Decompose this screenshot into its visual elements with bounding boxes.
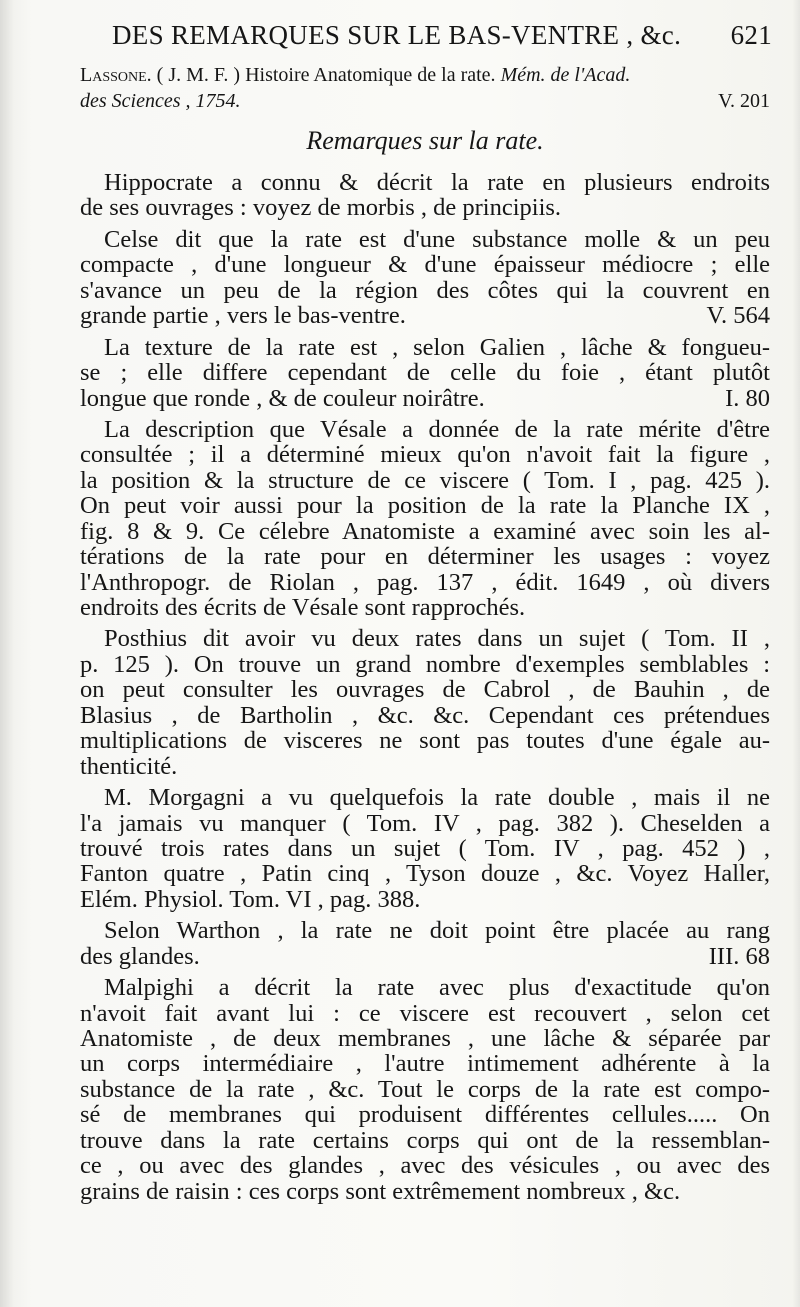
line-text: substance de la rate , &c. Tout le corps de la rate est compo-: [80, 1075, 770, 1103]
line-text: térations de la rate pour en déterminer les usages : voyez: [80, 543, 770, 571]
text-line: [80, 442, 770, 467]
line-text: on peut consulter les ouvrages de Cabrol , de Bauhin , de: [80, 676, 770, 704]
citation-line-2: [80, 88, 770, 114]
line-text: un corps intermédiaire , l'autre intimement adhérente à la: [80, 1050, 770, 1078]
line-text: Blasius , de Bartholin , &c. &c. Cependant ces prétendues: [80, 701, 770, 729]
text-line: [80, 417, 770, 442]
citation-work: ( J. M. F. ) Histoire Anatomique de la rate.: [156, 64, 496, 86]
line-text: multiplications de visceres ne sont pas toutes d'une égale au-: [80, 727, 770, 755]
line-text: l'Anthropogr. de Riolan , pag. 137 , édit. 1649 , où divers: [80, 568, 770, 596]
line-text: On peut voir aussi pour la position de la rate la Planche IX ,: [80, 492, 770, 520]
text-line: [80, 1001, 770, 1026]
line-text: trouvé trois rates dans un sujet ( Tom. IV , pag. 452 ) ,: [80, 834, 770, 862]
text-line: [80, 1051, 770, 1076]
line-text: trouve dans la rate certains corps qui ont de la ressemblan-: [80, 1126, 770, 1154]
line-text: grande partie , vers le bas-ventre.: [80, 302, 406, 330]
line-text: Celse dit que la rate est d'une substance molle & un peu: [104, 225, 770, 253]
line-text: La description que Vésale a donnée de la rate mérite d'être: [104, 415, 770, 443]
paragraph: [80, 335, 770, 411]
text-line: [80, 335, 770, 360]
paragraph: [80, 417, 770, 621]
text-line: [80, 811, 770, 836]
line-text: compacte , d'une longueur & d'une épaisseur médiocre ; elle: [80, 251, 770, 279]
text-line: [80, 918, 770, 943]
paragraph: [80, 170, 770, 221]
line-text: l'a jamais vu manquer ( Tom. IV , pag. 382 ). Cheselden a: [80, 809, 770, 837]
running-title: DES REMARQUES SUR LE BAS-VENTRE , &c.: [112, 20, 682, 50]
gutter-shadow: [0, 0, 14, 1307]
text-line: [80, 360, 770, 385]
paragraph: [80, 918, 770, 969]
text-line: [80, 754, 770, 779]
line-text: endroits des écrits de Vésale sont rapprochés.: [80, 594, 526, 621]
bibliographic-citation: [80, 62, 770, 114]
line-text: se ; elle differe cependant de celle du foie , étant plutôt: [80, 359, 770, 387]
line-text: consultée ; il a déterminé mieux qu'on n'avoit fait la figure ,: [80, 441, 770, 469]
line-text: thenticité.: [80, 752, 178, 780]
text-line: [80, 170, 770, 195]
line-text: de ses ouvrages : voyez de morbis , de principiis.: [80, 194, 562, 222]
volume-reference: I. 80: [725, 384, 770, 412]
text-line: [80, 626, 770, 651]
volume-reference: III. 68: [708, 942, 770, 970]
text-line: [80, 493, 770, 518]
citation-journal: Mém. de l'Acad.: [500, 64, 631, 86]
line-text: p. 125 ). On trouve un grand nombre d'exemples semblables :: [80, 650, 770, 678]
line-text: La texture de la rate est , selon Galien , lâche & fongueu-: [104, 333, 770, 361]
paragraph: [80, 975, 770, 1204]
text-line: [80, 861, 770, 886]
text-line: [80, 652, 770, 677]
line-text: M. Morgagni a vu quelquefois la rate double , mais il ne: [104, 784, 770, 812]
text-line: [80, 1179, 770, 1204]
line-text: Selon Warthon , la rate ne doit point être placée au rang: [104, 917, 770, 945]
text-line: [80, 227, 770, 252]
text-line: [80, 677, 770, 702]
line-text: des glandes.: [80, 942, 200, 970]
citation-volume: V. 201: [718, 90, 770, 112]
paragraph: [80, 626, 770, 779]
text-line: [80, 1026, 770, 1051]
text-line: [80, 1128, 770, 1153]
text-line: [80, 386, 770, 411]
line-text: Anatomiste , de deux membranes , une lâche & séparée par: [80, 1025, 770, 1052]
text-line: [80, 278, 770, 303]
text-line: [80, 944, 770, 969]
citation-line-1: [80, 62, 770, 88]
line-text: Hippocrate a connu & décrit la rate en plusieurs endroits: [104, 169, 770, 196]
line-text: n'avoit fait avant lui : ce viscere est recouvert , selon cet: [80, 999, 770, 1027]
line-text: Elém. Physiol. Tom. VI , pag. 388.: [80, 885, 421, 913]
line-text: ce , ou avec des glandes , avec des vésicules , ou avec des: [80, 1152, 770, 1180]
text-line: [80, 1153, 770, 1178]
citation-author: Lassone.: [80, 64, 152, 86]
paragraph: [80, 227, 770, 329]
line-text: sé de membranes qui produisent différentes cellules..... On: [80, 1101, 770, 1129]
line-text: Fanton quatre , Patin cinq , Tyson douze , &c. Voyez Haller,: [80, 860, 770, 888]
text-line: [80, 1077, 770, 1102]
page-header: [112, 20, 772, 56]
line-text: longue que ronde , & de couleur noirâtre.: [80, 384, 485, 412]
citation-journal-cont: des Sciences , 1754.: [80, 90, 241, 112]
line-text: grains de raisin : ces corps sont extrêmement nombreux , &c.: [80, 1177, 681, 1205]
text-line: [80, 785, 770, 810]
text-line: [80, 728, 770, 753]
page-number: 621: [730, 20, 772, 50]
text-line: [80, 468, 770, 493]
text-line: [80, 595, 770, 620]
line-text: s'avance un peu de la région des côtes qui la couvrent en: [80, 276, 770, 304]
text-line: [80, 252, 770, 277]
line-text: Malpighi a décrit la rate avec plus d'exactitude qu'on: [104, 974, 770, 1002]
volume-reference: V. 564: [706, 302, 770, 330]
text-line: [80, 703, 770, 728]
line-text: Posthius dit avoir vu deux rates dans un sujet ( Tom. II ,: [104, 625, 770, 653]
text-line: [80, 544, 770, 569]
body-text: [80, 170, 770, 1210]
text-line: [80, 303, 770, 328]
line-text: fig. 8 & 9. Ce célebre Anatomiste a examiné avec soin les al-: [80, 517, 770, 545]
text-line: [80, 887, 770, 912]
section-title: Remarques sur la rate.: [306, 126, 544, 155]
text-line: [80, 195, 770, 220]
text-line: [80, 570, 770, 595]
text-line: [80, 1102, 770, 1127]
line-text: la position & la structure de ce viscere ( Tom. I , pag. 425 ).: [80, 466, 770, 494]
text-line: [80, 975, 770, 1000]
text-line: [80, 836, 770, 861]
page-edge: [792, 0, 800, 1307]
text-line: [80, 519, 770, 544]
paragraph: [80, 785, 770, 912]
